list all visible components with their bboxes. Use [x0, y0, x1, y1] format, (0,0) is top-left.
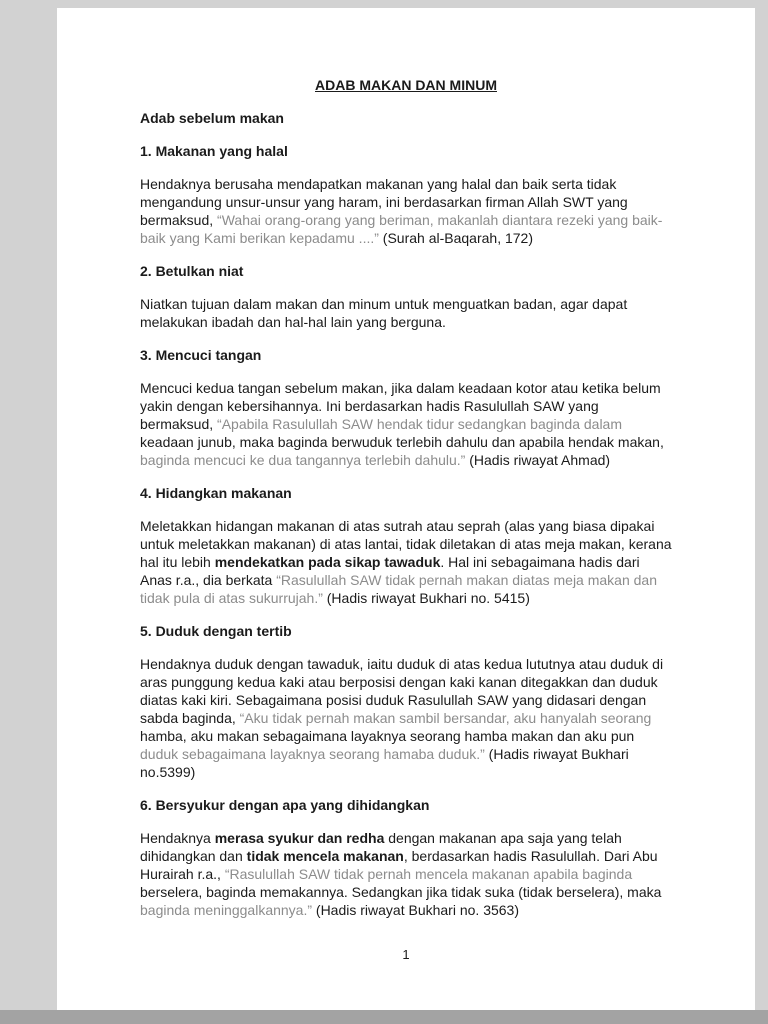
text-run: Hendaknya berusaha mendapatkan makanan yang halal dan baik serta tidak mengandung unsur-unsur yang haram, ini berdasarkan firman Allah SWT yang bermaksud,: [140, 176, 628, 228]
text-run: merasa syukur dan redha: [214, 830, 385, 846]
text-run: hamba, aku makan sebagaimana layaknya seorang hamba makan dan aku pun: [140, 728, 635, 744]
section-heading: 1. Makanan yang halal: [140, 143, 288, 159]
text-run: keadaan junub, maka baginda berwuduk terlebih dahulu dan apabila hendak makan,: [140, 434, 664, 450]
text-run: (Hadis riwayat Bukhari no. 5415): [322, 590, 530, 606]
text-run: Hendaknya: [140, 830, 215, 846]
text-run: Meletakkan hidangan makanan di atas sutrah atau seprah (alas yang biasa dipakai untuk meletakkan makanan) di atas lantai, tidak diletakan di atas meja makan, kerana hal itu lebih: [140, 518, 672, 570]
quote-run: “Aku tidak pernah makan sambil bersandar, aku hanyalah seorang: [239, 710, 652, 726]
quote-run: baginda meninggalkannya.”: [140, 902, 313, 918]
quote-run: “Rasulullah SAW tidak pernah makan diatas meja makan dan tidak pula di atas sukurrujah.”: [140, 572, 657, 606]
document-sections: [140, 142, 672, 919]
text-run: (Surah al-Baqarah, 172): [378, 230, 533, 246]
section-heading: 4. Hidangkan makanan: [140, 485, 292, 501]
section-heading: 5. Duduk dengan tertib: [140, 623, 292, 639]
paragraph: [140, 517, 672, 607]
text-run: berselera, baginda memakannya. Sedangkan jika tidak suka (tidak berselera), maka: [140, 884, 662, 900]
text-run: tidak mencela makanan: [246, 848, 404, 864]
document-title: ADAB MAKAN DAN MINUM: [315, 77, 497, 93]
text-run: (Hadis riwayat Ahmad): [465, 452, 611, 468]
page-number: 1: [402, 947, 410, 962]
text-run: Mencuci kedua tangan sebelum makan, jika dalam keadaan kotor atau ketika belum yakin dengan kebersihannya. Ini berdasarkan hadis Rasulullah SAW yang bermaksud,: [140, 380, 661, 432]
paragraph: [140, 379, 672, 469]
paragraph: [140, 175, 672, 247]
section-heading: 6. Bersyukur dengan apa yang dihidangkan: [140, 797, 430, 813]
document-subtitle: Adab sebelum makan: [140, 110, 284, 126]
text-run: dengan makanan apa saja yang telah dihidangkan dan: [140, 830, 622, 864]
quote-run: “Apabila Rasulullah SAW hendak tidur sedangkan baginda dalam: [217, 416, 623, 432]
text-run: , berdasarkan hadis Rasulullah. Dari Abu Hurairah r.a.,: [140, 848, 658, 882]
section-heading: 2. Betulkan niat: [140, 263, 244, 279]
viewer-bottom-strip: [0, 1010, 768, 1024]
text-run: Hendaknya duduk dengan tawaduk, iaitu duduk di atas kedua lututnya atau duduk di aras punggung kedua kaki atau berposisi dengan kaki kanan ditegakkan dan duduk diatas kaki kiri. Sebagaimana posisi duduk Rasulullah SAW yang didasari dengan sabda baginda,: [140, 656, 664, 726]
section-heading: 3. Mencuci tangan: [140, 347, 262, 363]
quote-run: duduk sebagaimana layaknya seorang hamaba duduk.”: [140, 746, 485, 762]
paragraph: [140, 829, 672, 919]
quote-run: baginda mencuci ke dua tangannya terlebih dahulu.”: [140, 452, 466, 468]
text-run: mendekatkan pada sikap tawaduk: [214, 554, 441, 570]
text-run: Niatkan tujuan dalam makan dan minum untuk menguatkan badan, agar dapat melakukan ibadah dan hal-hal lain yang berguna.: [140, 296, 628, 330]
document-page: [57, 8, 755, 1010]
text-run: (Hadis riwayat Bukhari no.5399): [140, 746, 629, 780]
paragraph: [140, 295, 672, 331]
quote-run: “Wahai orang-orang yang beriman, makanlah diantara rezeki yang baik-baik yang Kami berikan kepadamu ....”: [140, 212, 663, 246]
text-run: (Hadis riwayat Bukhari no. 3563): [312, 902, 520, 918]
paragraph: [140, 655, 672, 781]
text-run: . Hal ini sebagaimana hadis dari Anas r.a., dia berkata: [140, 554, 640, 588]
quote-run: “Rasulullah SAW tidak pernah mencela makanan apabila baginda: [224, 866, 633, 882]
